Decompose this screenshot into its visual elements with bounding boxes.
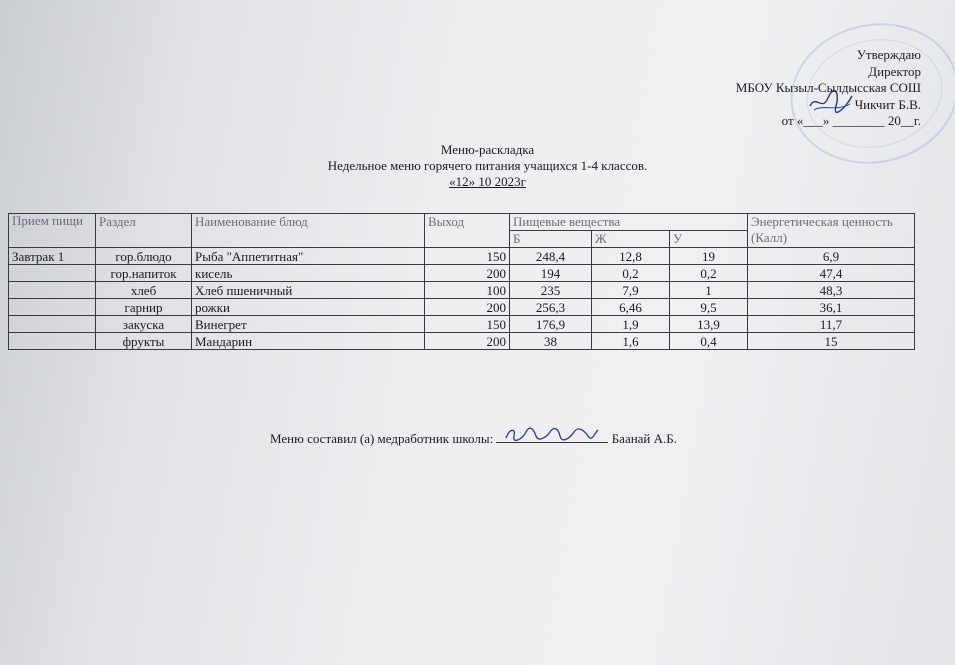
- composed-by-label: Меню составил (а) медработник школы:: [270, 431, 497, 446]
- cell-protein: 256,3: [510, 299, 592, 316]
- header-section: Раздел: [96, 214, 192, 248]
- cell-protein: 176,9: [510, 316, 592, 333]
- cell-dish: Хлеб пшеничный: [192, 282, 425, 299]
- cell-carbs: 0,2: [670, 265, 748, 282]
- cell-energy: 48,3: [748, 282, 915, 299]
- approval-line-position: Директор: [868, 63, 921, 79]
- title-block: [0, 142, 955, 190]
- cell-meal: [9, 282, 96, 299]
- signature-line: [496, 430, 608, 443]
- header-fat: Ж: [592, 231, 670, 248]
- page-subtitle: Недельное меню горячего питания учащихся 1-4 классов.: [327, 158, 648, 173]
- cell-yield: 200: [425, 333, 510, 350]
- header-meal: Прием пищи: [9, 214, 96, 248]
- table-row: [9, 316, 915, 333]
- cell-section: закуска: [96, 316, 192, 333]
- cell-fat: 1,6: [592, 333, 670, 350]
- menu-date: «12» 10 2023г: [449, 174, 526, 189]
- cell-energy: 36,1: [748, 299, 915, 316]
- approval-line-name: Чикчит Б.В.: [854, 96, 921, 112]
- approval-line-date: от «___» ________ 20__г.: [781, 113, 921, 128]
- cell-section: гор.напиток: [96, 265, 192, 282]
- cell-dish: Мандарин: [192, 333, 425, 350]
- header-protein: Б: [510, 231, 592, 248]
- cell-dish: рожки: [192, 299, 425, 316]
- cell-section: гор.блюдо: [96, 248, 192, 265]
- cell-yield: 100: [425, 282, 510, 299]
- cell-yield: 150: [425, 316, 510, 333]
- approval-block: [736, 47, 921, 130]
- cell-dish: Рыба "Аппетитная": [192, 248, 425, 265]
- cell-protein: 194: [510, 265, 592, 282]
- header-nutrients: Пищевые вещества: [510, 214, 748, 231]
- approval-line-approve: Утверждаю: [856, 47, 921, 62]
- menu-table: [8, 213, 915, 350]
- cell-energy: 11,7: [748, 316, 915, 333]
- table-row: [9, 299, 915, 316]
- cell-carbs: 9,5: [670, 299, 748, 316]
- cell-fat: 6,46: [592, 299, 670, 316]
- header-yield: Выход: [425, 214, 510, 248]
- cell-yield: 200: [425, 299, 510, 316]
- table-row: [9, 265, 915, 282]
- header-carbs: У: [670, 231, 748, 248]
- table-row: [9, 333, 915, 350]
- composed-by-line: [270, 430, 677, 447]
- cell-carbs: 0,4: [670, 333, 748, 350]
- cell-fat: 0,2: [592, 265, 670, 282]
- cell-dish: Винегрет: [192, 316, 425, 333]
- cell-yield: 150: [425, 248, 510, 265]
- cell-protein: 248,4: [510, 248, 592, 265]
- cell-energy: 15: [748, 333, 915, 350]
- cell-dish: кисель: [192, 265, 425, 282]
- cell-section: хлеб: [96, 282, 192, 299]
- cell-section: фрукты: [96, 333, 192, 350]
- cell-energy: 6,9: [748, 248, 915, 265]
- cell-meal: [9, 333, 96, 350]
- cell-yield: 200: [425, 265, 510, 282]
- cell-meal: [9, 316, 96, 333]
- cell-protein: 38: [510, 333, 592, 350]
- header-dish: Наименование блюд: [192, 214, 425, 248]
- cell-protein: 235: [510, 282, 592, 299]
- cell-meal: [9, 299, 96, 316]
- cell-fat: 12,8: [592, 248, 670, 265]
- cell-section: гарнир: [96, 299, 192, 316]
- cell-meal: Завтрак 1: [9, 248, 96, 265]
- cell-carbs: 19: [670, 248, 748, 265]
- cell-energy: 47,4: [748, 265, 915, 282]
- approval-line-school: МБОУ Кызыл-Сылдысская СОШ: [735, 80, 921, 95]
- table-row: [9, 282, 915, 299]
- medic-signature: [500, 424, 600, 444]
- cell-carbs: 13,9: [670, 316, 748, 333]
- cell-meal: [9, 265, 96, 282]
- cell-fat: 1,9: [592, 316, 670, 333]
- cell-fat: 7,9: [592, 282, 670, 299]
- page-title: Меню-раскладка: [440, 142, 535, 157]
- composed-by-name: Баанай А.Б.: [608, 431, 677, 446]
- cell-carbs: 1: [670, 282, 748, 299]
- table-row: [9, 248, 915, 265]
- header-row-1: [9, 214, 915, 231]
- header-energy: Энергетическая ценность (Калл): [748, 214, 915, 248]
